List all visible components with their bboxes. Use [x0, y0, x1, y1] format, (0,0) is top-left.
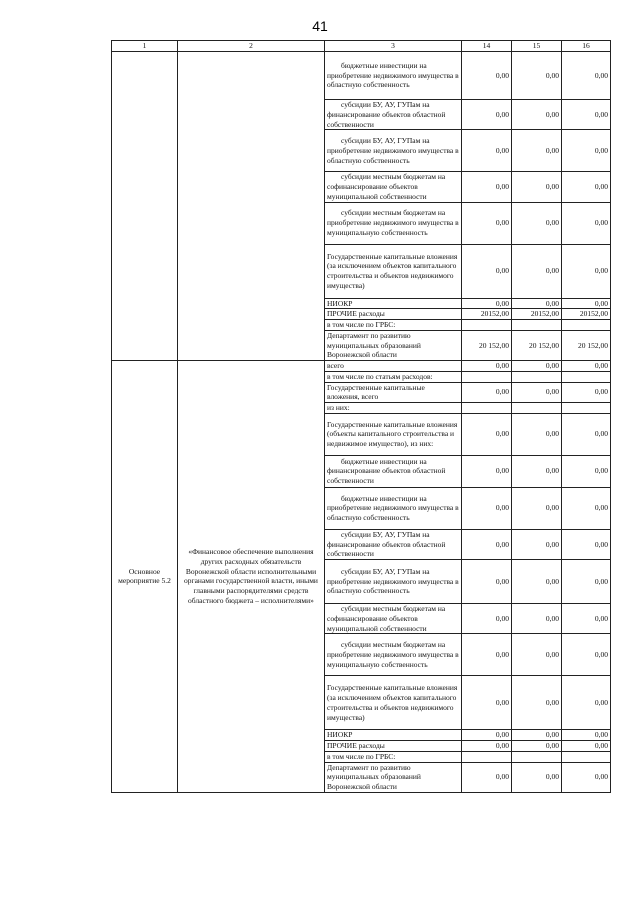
value-cell: 0,00 — [512, 298, 562, 309]
row-label: субсидии БУ, АУ, ГУПам на приобретение недвижимого имущества в областную собственность — [325, 130, 462, 172]
column-header: 3 — [325, 41, 462, 52]
value-cell: 0,00 — [512, 202, 562, 244]
value-cell: 20 152,00 — [562, 330, 611, 360]
value-cell: 0,00 — [462, 298, 512, 309]
table-row — [112, 361, 611, 372]
value-cell: 0,00 — [512, 604, 562, 634]
value-cell: 0,00 — [562, 455, 611, 487]
row-label: субсидии местным бюджетам на софинансирование объектов муниципальной собственности — [325, 172, 462, 202]
row-label: НИОКР — [325, 298, 462, 309]
value-cell: 0,00 — [462, 560, 512, 604]
value-cell: 0,00 — [462, 604, 512, 634]
value-cell: 0,00 — [462, 130, 512, 172]
column-header: 1 — [112, 41, 178, 52]
value-cell: 0,00 — [562, 634, 611, 676]
value-cell: 0,00 — [562, 172, 611, 202]
row-label: Государственные капитальные вложения (за исключением объектов капитального строительства и объектов недвижимого имущества) — [325, 244, 462, 298]
row-label: бюджетные инвестиции на приобретение недвижимого имущества в областную собственность — [325, 52, 462, 100]
row-label: субсидии БУ, АУ, ГУПам на финансирование объектов областной собственности — [325, 100, 462, 130]
value-cell: 0,00 — [512, 52, 562, 100]
empty-activity-cell — [112, 52, 178, 361]
value-cell: 0,00 — [562, 361, 611, 372]
value-cell: 0,00 — [462, 361, 512, 372]
value-cell: 0,00 — [512, 413, 562, 455]
value-cell: 0,00 — [562, 529, 611, 559]
row-label: субсидии местным бюджетам на софинансирование объектов муниципальной собственности — [325, 604, 462, 634]
value-cell: 0,00 — [562, 130, 611, 172]
value-cell: 0,00 — [562, 202, 611, 244]
value-cell: 0,00 — [462, 202, 512, 244]
value-cell: 0,00 — [462, 455, 512, 487]
column-header: 2 — [178, 41, 325, 52]
value-cell: 0,00 — [562, 298, 611, 309]
budget-table — [111, 40, 611, 793]
row-label: ПРОЧИЕ расходы — [325, 309, 462, 320]
empty-name-cell — [178, 52, 325, 361]
value-cell: 0,00 — [462, 413, 512, 455]
value-cell: 0,00 — [512, 172, 562, 202]
value-cell: 0,00 — [462, 382, 512, 403]
value-cell: 0,00 — [512, 382, 562, 403]
value-cell — [512, 403, 562, 414]
value-cell — [562, 371, 611, 382]
row-label: бюджетные инвестиции на финансирование объектов областной собственности — [325, 455, 462, 487]
value-cell: 0,00 — [512, 361, 562, 372]
value-cell: 0,00 — [562, 382, 611, 403]
activity-name: «Финансовое обеспечение выполнения других расходных обязательств Воронежской области исполнительными органами государственной власти, иными главными распорядителями средств областного бюджета – исполнителями» — [178, 361, 325, 793]
column-header: 14 — [462, 41, 512, 52]
row-label: бюджетные инвестиции на приобретение недвижимого имущества в областную собственность — [325, 487, 462, 529]
value-cell: 0,00 — [512, 730, 562, 741]
row-label: Департамент по развитию муниципальных образований Воронежской области — [325, 762, 462, 792]
value-cell — [462, 403, 512, 414]
value-cell: 0,00 — [512, 487, 562, 529]
row-label: субсидии местным бюджетам на приобретение недвижимого имущества в муниципальную собственность — [325, 634, 462, 676]
table-body — [112, 52, 611, 793]
column-header: 16 — [562, 41, 611, 52]
value-cell: 20152,00 — [462, 309, 512, 320]
row-label: в том числе по ГРБС: — [325, 751, 462, 762]
value-cell: 0,00 — [512, 244, 562, 298]
value-cell: 0,00 — [512, 100, 562, 130]
value-cell: 0,00 — [562, 100, 611, 130]
row-label: субсидии БУ, АУ, ГУПам на приобретение недвижимого имущества в областную собственность — [325, 560, 462, 604]
value-cell: 0,00 — [462, 487, 512, 529]
value-cell: 0,00 — [512, 676, 562, 730]
value-cell: 20152,00 — [512, 309, 562, 320]
activity-code: Основное мероприятие 5.2 — [112, 361, 178, 793]
row-label: из них: — [325, 403, 462, 414]
value-cell: 0,00 — [462, 634, 512, 676]
value-cell: 0,00 — [512, 529, 562, 559]
value-cell: 20 152,00 — [512, 330, 562, 360]
value-cell — [462, 371, 512, 382]
value-cell — [562, 403, 611, 414]
value-cell: 0,00 — [512, 762, 562, 792]
value-cell — [562, 751, 611, 762]
value-cell: 0,00 — [562, 244, 611, 298]
value-cell: 0,00 — [562, 730, 611, 741]
value-cell — [512, 320, 562, 331]
value-cell: 0,00 — [462, 244, 512, 298]
page-number: 41 — [312, 18, 328, 34]
row-label: в том числе по статьям расходов: — [325, 371, 462, 382]
value-cell — [512, 371, 562, 382]
value-cell: 0,00 — [512, 455, 562, 487]
value-cell: 0,00 — [462, 741, 512, 752]
value-cell: 0,00 — [562, 762, 611, 792]
value-cell: 20 152,00 — [462, 330, 512, 360]
header-row — [112, 41, 611, 52]
value-cell — [512, 751, 562, 762]
value-cell — [462, 320, 512, 331]
value-cell: 0,00 — [462, 100, 512, 130]
value-cell: 0,00 — [562, 487, 611, 529]
value-cell: 0,00 — [462, 52, 512, 100]
value-cell: 0,00 — [462, 172, 512, 202]
row-label: всего — [325, 361, 462, 372]
column-header: 15 — [512, 41, 562, 52]
value-cell: 0,00 — [512, 130, 562, 172]
value-cell: 0,00 — [462, 529, 512, 559]
value-cell: 0,00 — [462, 762, 512, 792]
value-cell: 0,00 — [512, 560, 562, 604]
row-label: ПРОЧИЕ расходы — [325, 741, 462, 752]
value-cell: 0,00 — [512, 634, 562, 676]
value-cell: 0,00 — [462, 676, 512, 730]
value-cell: 0,00 — [562, 560, 611, 604]
row-label: Государственные капитальные вложения, всего — [325, 382, 462, 403]
value-cell: 0,00 — [562, 604, 611, 634]
row-label: субсидии БУ, АУ, ГУПам на финансирование объектов областной собственности — [325, 529, 462, 559]
row-label: в том числе по ГРБС: — [325, 320, 462, 331]
row-label: НИОКР — [325, 730, 462, 741]
row-label: Государственные капитальные вложения (объекты капитального строительства и недвижимое имущество), из них: — [325, 413, 462, 455]
value-cell — [462, 751, 512, 762]
value-cell: 0,00 — [562, 676, 611, 730]
value-cell: 0,00 — [512, 741, 562, 752]
value-cell: 0,00 — [562, 52, 611, 100]
row-label: Государственные капитальные вложения (за исключением объектов капитального строительства и объектов недвижимого имущества) — [325, 676, 462, 730]
value-cell — [562, 320, 611, 331]
table-row — [112, 52, 611, 100]
row-label: Департамент по развитию муниципальных образований Воронежской области — [325, 330, 462, 360]
value-cell: 20152,00 — [562, 309, 611, 320]
value-cell: 0,00 — [562, 413, 611, 455]
value-cell: 0,00 — [462, 730, 512, 741]
row-label: субсидии местным бюджетам на приобретение недвижимого имущества в муниципальную собственность — [325, 202, 462, 244]
value-cell: 0,00 — [562, 741, 611, 752]
